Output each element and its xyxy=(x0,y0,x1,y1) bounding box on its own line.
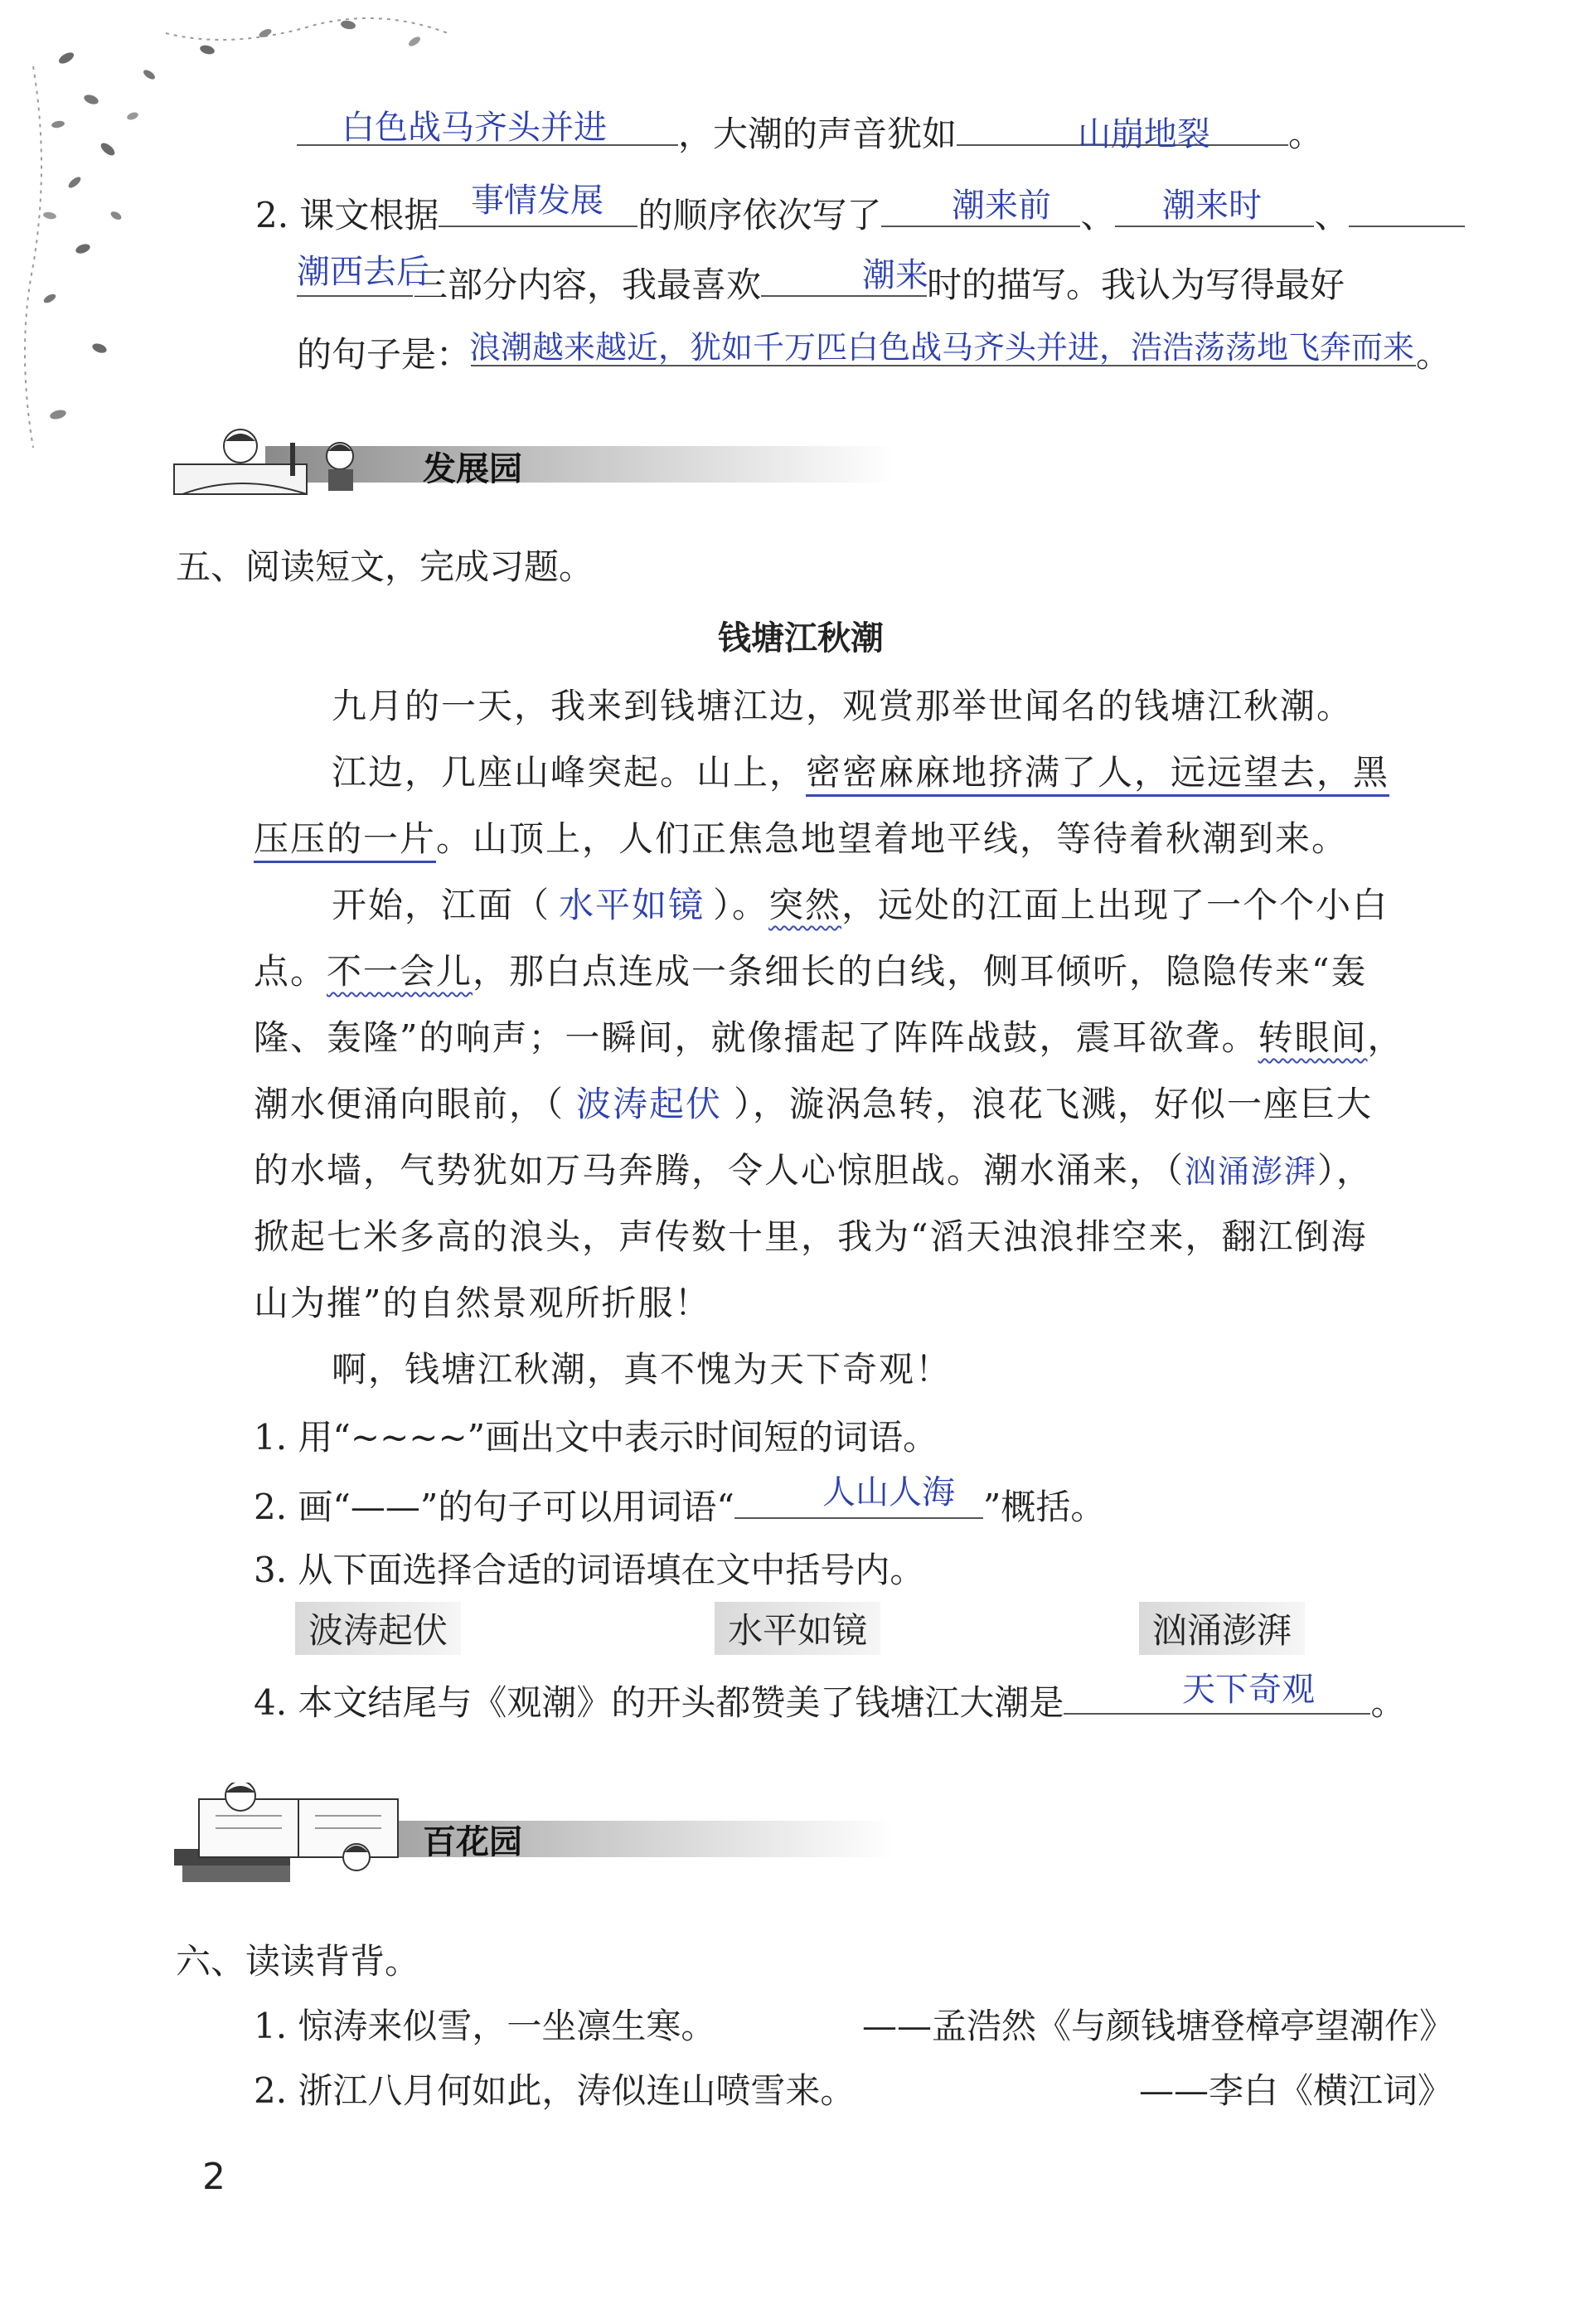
answer-text: 浪潮越来越近，犹如千万匹白色战马齐头并进，浩浩荡荡地飞奔而来 xyxy=(469,329,1415,366)
underlined-sentence: 密密麻麻地挤满了人，远远望去，黑 xyxy=(806,752,1389,797)
passage-line xyxy=(254,939,1368,1005)
answer-text: 人山人海 xyxy=(822,1473,955,1511)
answer-blank[interactable] xyxy=(1349,189,1465,227)
passage-text: 。山顶上，人们正焦急地望着地平线，等待着秋潮到来。 xyxy=(436,818,1349,859)
passage-line xyxy=(332,740,1389,806)
poem-line-1: 1. 惊涛来似雪，一坐凛生寒。 xyxy=(254,2006,716,2046)
answer-text: 汹涌澎湃 xyxy=(1185,1153,1318,1190)
kids-reading-illustration xyxy=(166,423,414,506)
poem-line-2: 2. 浙江八月何如此，涛似连山喷雪来。 xyxy=(254,2070,856,2111)
passage-line xyxy=(254,1204,1367,1270)
passage-text: 隆、轰隆”的响声；一瞬间，就像擂起了阵阵战鼓，震耳欲聋。 xyxy=(254,1017,1258,1058)
section-banner-fazhanyuan xyxy=(166,423,912,497)
page-number: 2 xyxy=(202,2156,225,2198)
section-heading: 六、读读背背。 xyxy=(176,1941,420,1982)
section-heading: 五、阅读短文，完成习题。 xyxy=(176,546,594,587)
question-3: 3. 从下面选择合适的词语填在文中括号内。 xyxy=(254,1550,925,1590)
question-2 xyxy=(254,1481,1105,1531)
passage-text: 啊，钱塘江秋潮，真不愧为天下奇观！ xyxy=(332,1349,953,1390)
passage-text: ），漩涡急转，浪花飞溅，好似一座巨大 xyxy=(734,1084,1374,1124)
question-text: 。 xyxy=(1370,1682,1406,1723)
passage-text: ，那白点连成一条细长的白线，侧耳倾听，隐隐传来“轰 xyxy=(473,951,1368,992)
line-text: 三部分内容，我最喜欢 xyxy=(413,264,762,305)
passage-line xyxy=(254,1138,1373,1205)
passage-paragraph-4 xyxy=(332,1337,952,1403)
answer-text: 事情发展 xyxy=(471,182,604,220)
answer-text: 波涛起伏 xyxy=(576,1084,723,1124)
passage-text: ）， xyxy=(1317,1150,1374,1191)
passage-text: 掀起七米多高的浪头，声传数十里，我为“滔天浊浪排空来，翻江倒海 xyxy=(254,1216,1368,1257)
section-banner-baihuayuan xyxy=(166,1791,912,1866)
separator: 、 xyxy=(1314,195,1350,235)
line-end: 。 xyxy=(1288,114,1324,154)
question-text: 2. 画“——”的句子可以用词语“ xyxy=(254,1487,734,1527)
top-line-3 xyxy=(297,259,1345,308)
answer-text: 天下奇观 xyxy=(1182,1671,1315,1709)
answer-text: 潮来 xyxy=(862,256,928,294)
question-text: 4. 本文结尾与《观潮》的开头都赞美了钱塘江大潮是 xyxy=(254,1682,1064,1723)
top-line-2 xyxy=(255,189,1465,239)
passage-text: ，远处的江面上出现了一个个小白 xyxy=(841,885,1389,925)
passage-text: 山为摧”的自然景观所折服！ xyxy=(254,1283,711,1323)
passage-text: 点。 xyxy=(254,951,327,992)
underlined-sentence: 压压的一片 xyxy=(254,818,436,863)
line-text: ，大潮的声音犹如 xyxy=(678,114,957,154)
question-1: 1. 用“~~~~”画出文中表示时间短的词语。 xyxy=(254,1417,938,1458)
poem-source-2: ——李白《横江词》 xyxy=(1139,2070,1453,2111)
banner-title: 发展园 xyxy=(423,450,522,488)
answer-text: 潮来时 xyxy=(1162,187,1262,225)
line-end: 。 xyxy=(1416,334,1452,375)
separator: 、 xyxy=(1080,195,1116,235)
passage-text: 江边，几座山峰突起。山上， xyxy=(332,752,807,793)
passage-title: 钱塘江秋潮 xyxy=(718,619,884,657)
banner-title: 百花园 xyxy=(423,1823,522,1861)
wavy-underline-word: 不一会儿 xyxy=(327,951,473,992)
passage-text: ， xyxy=(1367,1017,1404,1058)
passage-text: 九月的一天，我来到钱塘江边，观赏那举世闻名的钱塘江秋潮。 xyxy=(332,686,1354,726)
answer-text: 潮西去后 xyxy=(297,253,429,291)
passage-line xyxy=(254,1270,710,1337)
passage-line xyxy=(254,1005,1404,1071)
passage-line xyxy=(254,806,1348,872)
word-choice: 波涛起伏 xyxy=(295,1602,461,1655)
girl-books-illustration xyxy=(166,1783,431,1890)
answer-text: 潮来前 xyxy=(952,187,1051,225)
answer-text: 山崩地裂 xyxy=(1078,115,1210,153)
passage-text: 潮水便涌向眼前，（ xyxy=(254,1084,565,1124)
poem-source-1: ——孟浩然《与颜钱塘登樟亭望潮作》 xyxy=(862,2006,1455,2046)
line-text: 时的描写。我认为写得最好 xyxy=(927,264,1345,305)
line-text: 的句子是： xyxy=(297,334,472,375)
wavy-underline-word: 转眼间 xyxy=(1258,1017,1368,1058)
passage-text: 开始，江面（ xyxy=(332,885,551,925)
answer-text: 水平如镜 xyxy=(559,885,705,925)
question-prefix: 2. 课文根据 xyxy=(255,195,439,235)
passage-text: 的水墙，气势犹如万马奔腾，令人心惊胆战。潮水涌来，（ xyxy=(254,1150,1185,1191)
word-choice: 水平如镜 xyxy=(715,1602,880,1655)
passage-line xyxy=(254,1071,1373,1138)
line-text: 的顺序依次写了 xyxy=(637,195,882,235)
passage-text: ）。 xyxy=(713,885,769,925)
question-text: ”概括。 xyxy=(982,1487,1106,1527)
passage-line xyxy=(332,872,1389,939)
passage-paragraph-1 xyxy=(332,673,1353,740)
wavy-underline-word: 突然 xyxy=(768,885,842,925)
word-choice: 汹涌澎湃 xyxy=(1139,1602,1305,1655)
answer-text: 白色战马齐头并进 xyxy=(342,109,607,147)
